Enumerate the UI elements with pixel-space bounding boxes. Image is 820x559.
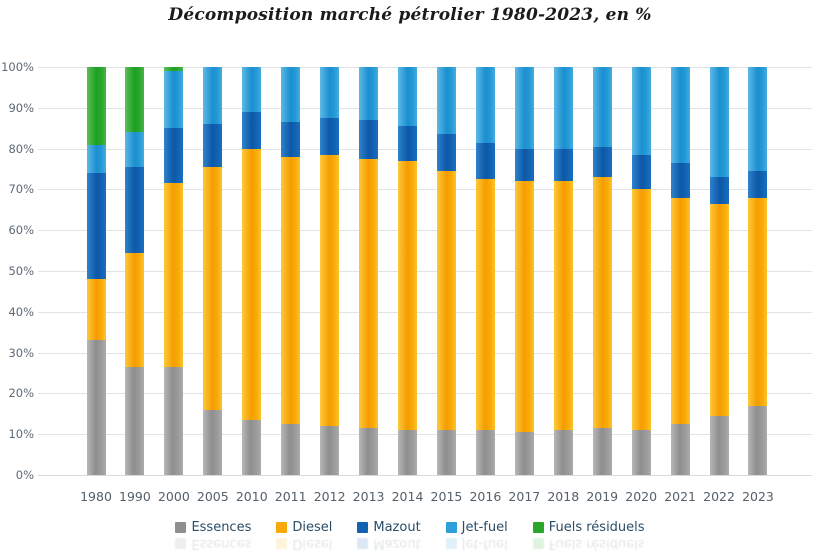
legend-label: Essences (191, 536, 252, 551)
bar-segment-essences (87, 340, 106, 475)
bar-segment-jet_fuel (671, 67, 690, 163)
bar-segment-essences (359, 428, 378, 475)
x-axis-label: 2010 (235, 489, 268, 504)
bar-segment-mazout (281, 122, 300, 157)
bar-2021 (671, 67, 690, 475)
legend-swatch-diesel (276, 538, 287, 549)
x-axis-label: 2017 (508, 489, 541, 504)
bar-2022 (710, 67, 729, 475)
y-tick-label: 100% (1, 60, 34, 74)
legend-label: Mazout (373, 520, 421, 535)
bar-segment-essences (203, 410, 222, 475)
bar-2016 (476, 67, 495, 475)
bar-segment-jet_fuel (554, 67, 573, 149)
bar-segment-essences (671, 424, 690, 475)
gridline (38, 475, 812, 476)
bar-segment-jet_fuel (242, 67, 261, 112)
bar-segment-essences (593, 428, 612, 475)
x-axis-label: 2021 (664, 489, 696, 504)
bar-segment-jet_fuel (203, 67, 222, 124)
gridline (38, 230, 812, 231)
x-axis-label: 2005 (196, 489, 229, 504)
bar-segment-diesel (476, 179, 495, 430)
bar-segment-jet_fuel (748, 67, 767, 171)
y-tick-label: 80% (8, 142, 34, 156)
x-axis-label: 2016 (469, 489, 502, 504)
bar-segment-diesel (710, 204, 729, 416)
bar-segment-essences (398, 430, 417, 475)
bar-segment-mazout (554, 149, 573, 182)
bar-segment-jet_fuel (593, 67, 612, 147)
x-axis-label: 2020 (625, 489, 658, 504)
bar-segment-diesel (515, 181, 534, 432)
bar-1990 (125, 67, 144, 475)
bar-segment-essences (748, 406, 767, 475)
bar-segment-diesel (671, 198, 690, 424)
x-axis-label: 2012 (313, 489, 346, 504)
bar-2014 (398, 67, 417, 475)
bar-segment-mazout (437, 134, 456, 171)
plot-area (38, 67, 812, 476)
gridline (38, 271, 812, 272)
bar-segment-jet_fuel (125, 132, 144, 167)
x-axis-label: 2022 (703, 489, 735, 504)
y-tick-label: 10% (8, 427, 34, 441)
x-axis-label: 2011 (274, 489, 307, 504)
bar-segment-mazout (632, 155, 651, 190)
bar-segment-essences (476, 430, 495, 475)
gridline (38, 434, 812, 435)
bar-segment-essences (437, 430, 456, 475)
bar-segment-essences (710, 416, 729, 475)
y-tick-label: 30% (8, 346, 34, 360)
x-axis-label: 2015 (430, 489, 463, 504)
bar-segment-essences (281, 424, 300, 475)
x-axis-label: 2019 (586, 489, 619, 504)
bar-segment-diesel (242, 149, 261, 420)
legend-item-diesel (276, 520, 332, 535)
bar-segment-jet_fuel (320, 67, 339, 118)
bar-segment-mazout (203, 124, 222, 167)
bar-segment-essences (125, 367, 144, 475)
legend-item-fuels_residuels (533, 520, 645, 535)
legend-swatch-diesel (276, 522, 287, 533)
legend-item-jet_fuel (446, 520, 508, 535)
legend-swatch-essences (175, 522, 186, 533)
bar-2015 (437, 67, 456, 475)
x-axis-label: 1980 (80, 489, 112, 504)
y-tick-label: 70% (8, 182, 34, 196)
x-axis-label: 2000 (157, 489, 190, 504)
gridline (38, 312, 812, 313)
bar-segment-diesel (125, 253, 144, 367)
bar-segment-mazout (164, 128, 183, 183)
legend-label: Jet-fuel (461, 520, 508, 535)
bar-segment-essences (515, 432, 534, 475)
legend-label: Diesel (292, 536, 333, 551)
legend-swatch-fuels_residuels (533, 538, 544, 549)
gridline (38, 149, 812, 150)
bar-2023 (748, 67, 767, 475)
y-tick-label: 90% (8, 101, 34, 115)
bar-segment-diesel (398, 161, 417, 430)
legend-reflection (0, 536, 820, 551)
bar-segment-jet_fuel (87, 145, 106, 174)
chart-title: Décomposition marché pétrolier 1980-2023, en % (168, 5, 652, 25)
bar-segment-mazout (593, 147, 612, 178)
bar-segment-mazout (515, 149, 534, 182)
legend-label: Fuels résiduels (548, 520, 645, 535)
bar-segment-jet_fuel (710, 67, 729, 177)
x-axis-label: 2023 (742, 489, 774, 504)
legend-label: Jet-fuel (461, 536, 508, 551)
bar-segment-diesel (164, 183, 183, 367)
legend-label: Fuels résiduels (548, 536, 645, 551)
legend-item-essences (175, 536, 251, 551)
bar-segment-diesel (320, 155, 339, 426)
x-axis-label: 2014 (391, 489, 424, 504)
legend-label: Essences (191, 520, 252, 535)
bar-1980 (87, 67, 106, 475)
bar-2010 (242, 67, 261, 475)
legend-item-diesel (276, 536, 332, 551)
bar-segment-essences (320, 426, 339, 475)
legend-item-mazout (357, 520, 420, 535)
legend-item-mazout (357, 536, 420, 551)
bar-2017 (515, 67, 534, 475)
bar-segment-diesel (632, 189, 651, 430)
bar-segment-diesel (437, 171, 456, 430)
x-axis-label: 2013 (352, 489, 385, 504)
y-axis (0, 60, 34, 482)
y-tick-label: 40% (8, 305, 34, 319)
bar-segment-diesel (554, 181, 573, 430)
bar-2019 (593, 67, 612, 475)
gridline (38, 393, 812, 394)
gridline (38, 67, 812, 68)
bar-segment-mazout (398, 126, 417, 161)
gridline (38, 189, 812, 190)
bar-segment-jet_fuel (437, 67, 456, 134)
legend-label: Diesel (292, 520, 333, 535)
bar-segment-diesel (593, 177, 612, 428)
bar-2013 (359, 67, 378, 475)
y-tick-label: 20% (8, 386, 34, 400)
y-tick-label: 50% (8, 264, 34, 278)
bar-segment-mazout (710, 177, 729, 204)
bar-segment-mazout (125, 167, 144, 253)
bar-segment-mazout (242, 112, 261, 149)
bar-2011 (281, 67, 300, 475)
bar-segment-mazout (87, 173, 106, 279)
bar-2005 (203, 67, 222, 475)
bar-segment-jet_fuel (359, 67, 378, 120)
bar-segment-fuels_residuels (87, 67, 106, 145)
bar-segment-jet_fuel (632, 67, 651, 155)
bar-segment-mazout (671, 163, 690, 198)
bar-segment-mazout (748, 171, 767, 198)
bar-segment-jet_fuel (164, 71, 183, 128)
x-axis (38, 489, 812, 509)
bar-2000 (164, 67, 183, 475)
gridline (38, 353, 812, 354)
bar-2012 (320, 67, 339, 475)
gridline (38, 108, 812, 109)
legend-item-essences (175, 520, 251, 535)
legend-item-fuels_residuels (533, 536, 645, 551)
bar-segment-fuels_residuels (125, 67, 144, 132)
y-tick-label: 60% (8, 223, 34, 237)
bar-segment-mazout (320, 118, 339, 155)
legend-swatch-jet_fuel (446, 522, 457, 533)
bar-segment-mazout (359, 120, 378, 159)
bar-segment-diesel (203, 167, 222, 410)
bar-2020 (632, 67, 651, 475)
legend-swatch-mazout (357, 522, 368, 533)
bar-segment-essences (554, 430, 573, 475)
bar-segment-jet_fuel (515, 67, 534, 149)
bar-segment-diesel (359, 159, 378, 428)
bar-segment-jet_fuel (476, 67, 495, 142)
x-axis-label: 2018 (547, 489, 580, 504)
bar-2018 (554, 67, 573, 475)
legend-item-jet_fuel (446, 536, 508, 551)
bar-segment-mazout (476, 143, 495, 180)
bar-segment-jet_fuel (398, 67, 417, 126)
legend-swatch-mazout (357, 538, 368, 549)
y-tick-label: 0% (15, 468, 34, 482)
legend (0, 520, 820, 535)
bar-segment-jet_fuel (281, 67, 300, 122)
legend-swatch-essences (175, 538, 186, 549)
bar-segment-essences (632, 430, 651, 475)
bar-segment-essences (242, 420, 261, 475)
bar-segment-essences (164, 367, 183, 475)
legend-swatch-fuels_residuels (533, 522, 544, 533)
bar-segment-diesel (87, 279, 106, 340)
bar-segment-diesel (748, 198, 767, 406)
x-axis-label: 1990 (119, 489, 151, 504)
legend-label: Mazout (373, 536, 421, 551)
bar-segment-diesel (281, 157, 300, 424)
legend-swatch-jet_fuel (446, 538, 457, 549)
